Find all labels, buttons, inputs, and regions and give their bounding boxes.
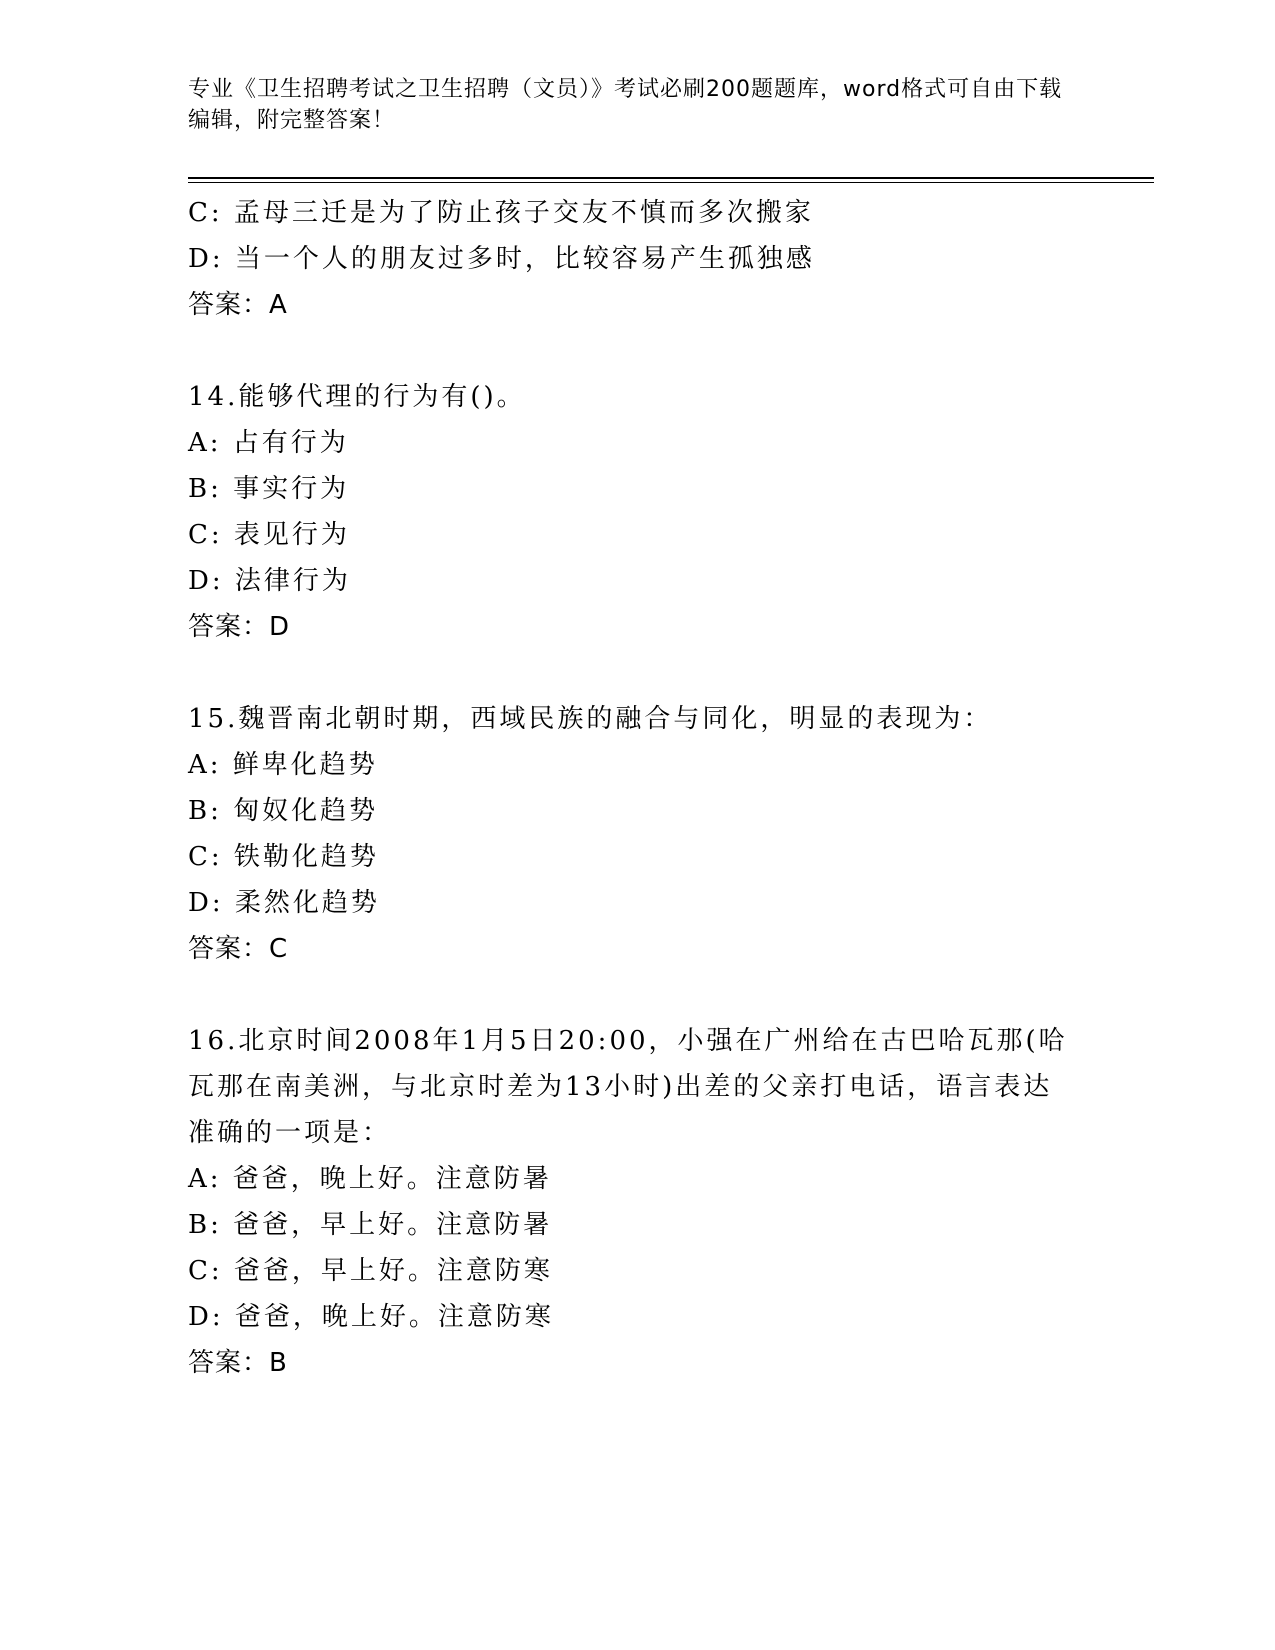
option-d: D: 爸爸，晚上好。注意防寒 bbox=[188, 1302, 554, 1332]
question-stem: 16.北京时间2008年1月5日20:00，小强在广州给在古巴哈瓦那(哈瓦那在南美洲，与北京时差为13小时)出差的父亲打电话，语言表达准确的一项是： bbox=[188, 1026, 1068, 1148]
option-b: B: 匈奴化趋势 bbox=[188, 796, 379, 826]
option-d: D: 柔然化趋势 bbox=[188, 888, 380, 918]
option-c: C: 爸爸，早上好。注意防寒 bbox=[188, 1256, 553, 1286]
spacer bbox=[188, 328, 1068, 374]
option-a: A: 爸爸，晚上好。注意防暑 bbox=[188, 1164, 552, 1194]
option-b: B: 事实行为 bbox=[188, 474, 350, 504]
answer: 答案：C bbox=[188, 934, 289, 964]
document-header: 专业《卫生招聘考试之卫生招聘（文员）》考试必刷200题题库，word格式可自由下载编辑，附完整答案！ bbox=[188, 77, 1063, 133]
header-divider-thick bbox=[188, 177, 1154, 179]
question-stem: 15.魏晋南北朝时期，西域民族的融合与同化，明显的表现为： bbox=[188, 704, 993, 734]
question-15 bbox=[188, 696, 1068, 972]
answer: 答案：A bbox=[188, 290, 288, 320]
option-d: D: 当一个人的朋友过多时，比较容易产生孤独感 bbox=[188, 244, 815, 274]
spacer bbox=[188, 650, 1068, 696]
spacer bbox=[188, 972, 1068, 1018]
option-c: C: 表见行为 bbox=[188, 520, 350, 550]
question-16 bbox=[188, 1018, 1068, 1386]
question-13-continuation bbox=[188, 190, 1068, 328]
question-stem: 14.能够代理的行为有()。 bbox=[188, 382, 526, 412]
option-a: A: 占有行为 bbox=[188, 428, 349, 458]
question-14 bbox=[188, 374, 1068, 650]
option-c: C: 铁勒化趋势 bbox=[188, 842, 379, 872]
answer: 答案：B bbox=[188, 1348, 288, 1378]
option-b: B: 爸爸，早上好。注意防暑 bbox=[188, 1210, 553, 1240]
option-a: A: 鲜卑化趋势 bbox=[188, 750, 378, 780]
header-divider-thin bbox=[188, 182, 1154, 183]
option-d: D: 法律行为 bbox=[188, 566, 351, 596]
answer: 答案：D bbox=[188, 612, 291, 642]
option-c: C: 孟母三迁是为了防止孩子交友不慎而多次搬家 bbox=[188, 198, 814, 228]
question-content bbox=[188, 190, 1068, 1386]
